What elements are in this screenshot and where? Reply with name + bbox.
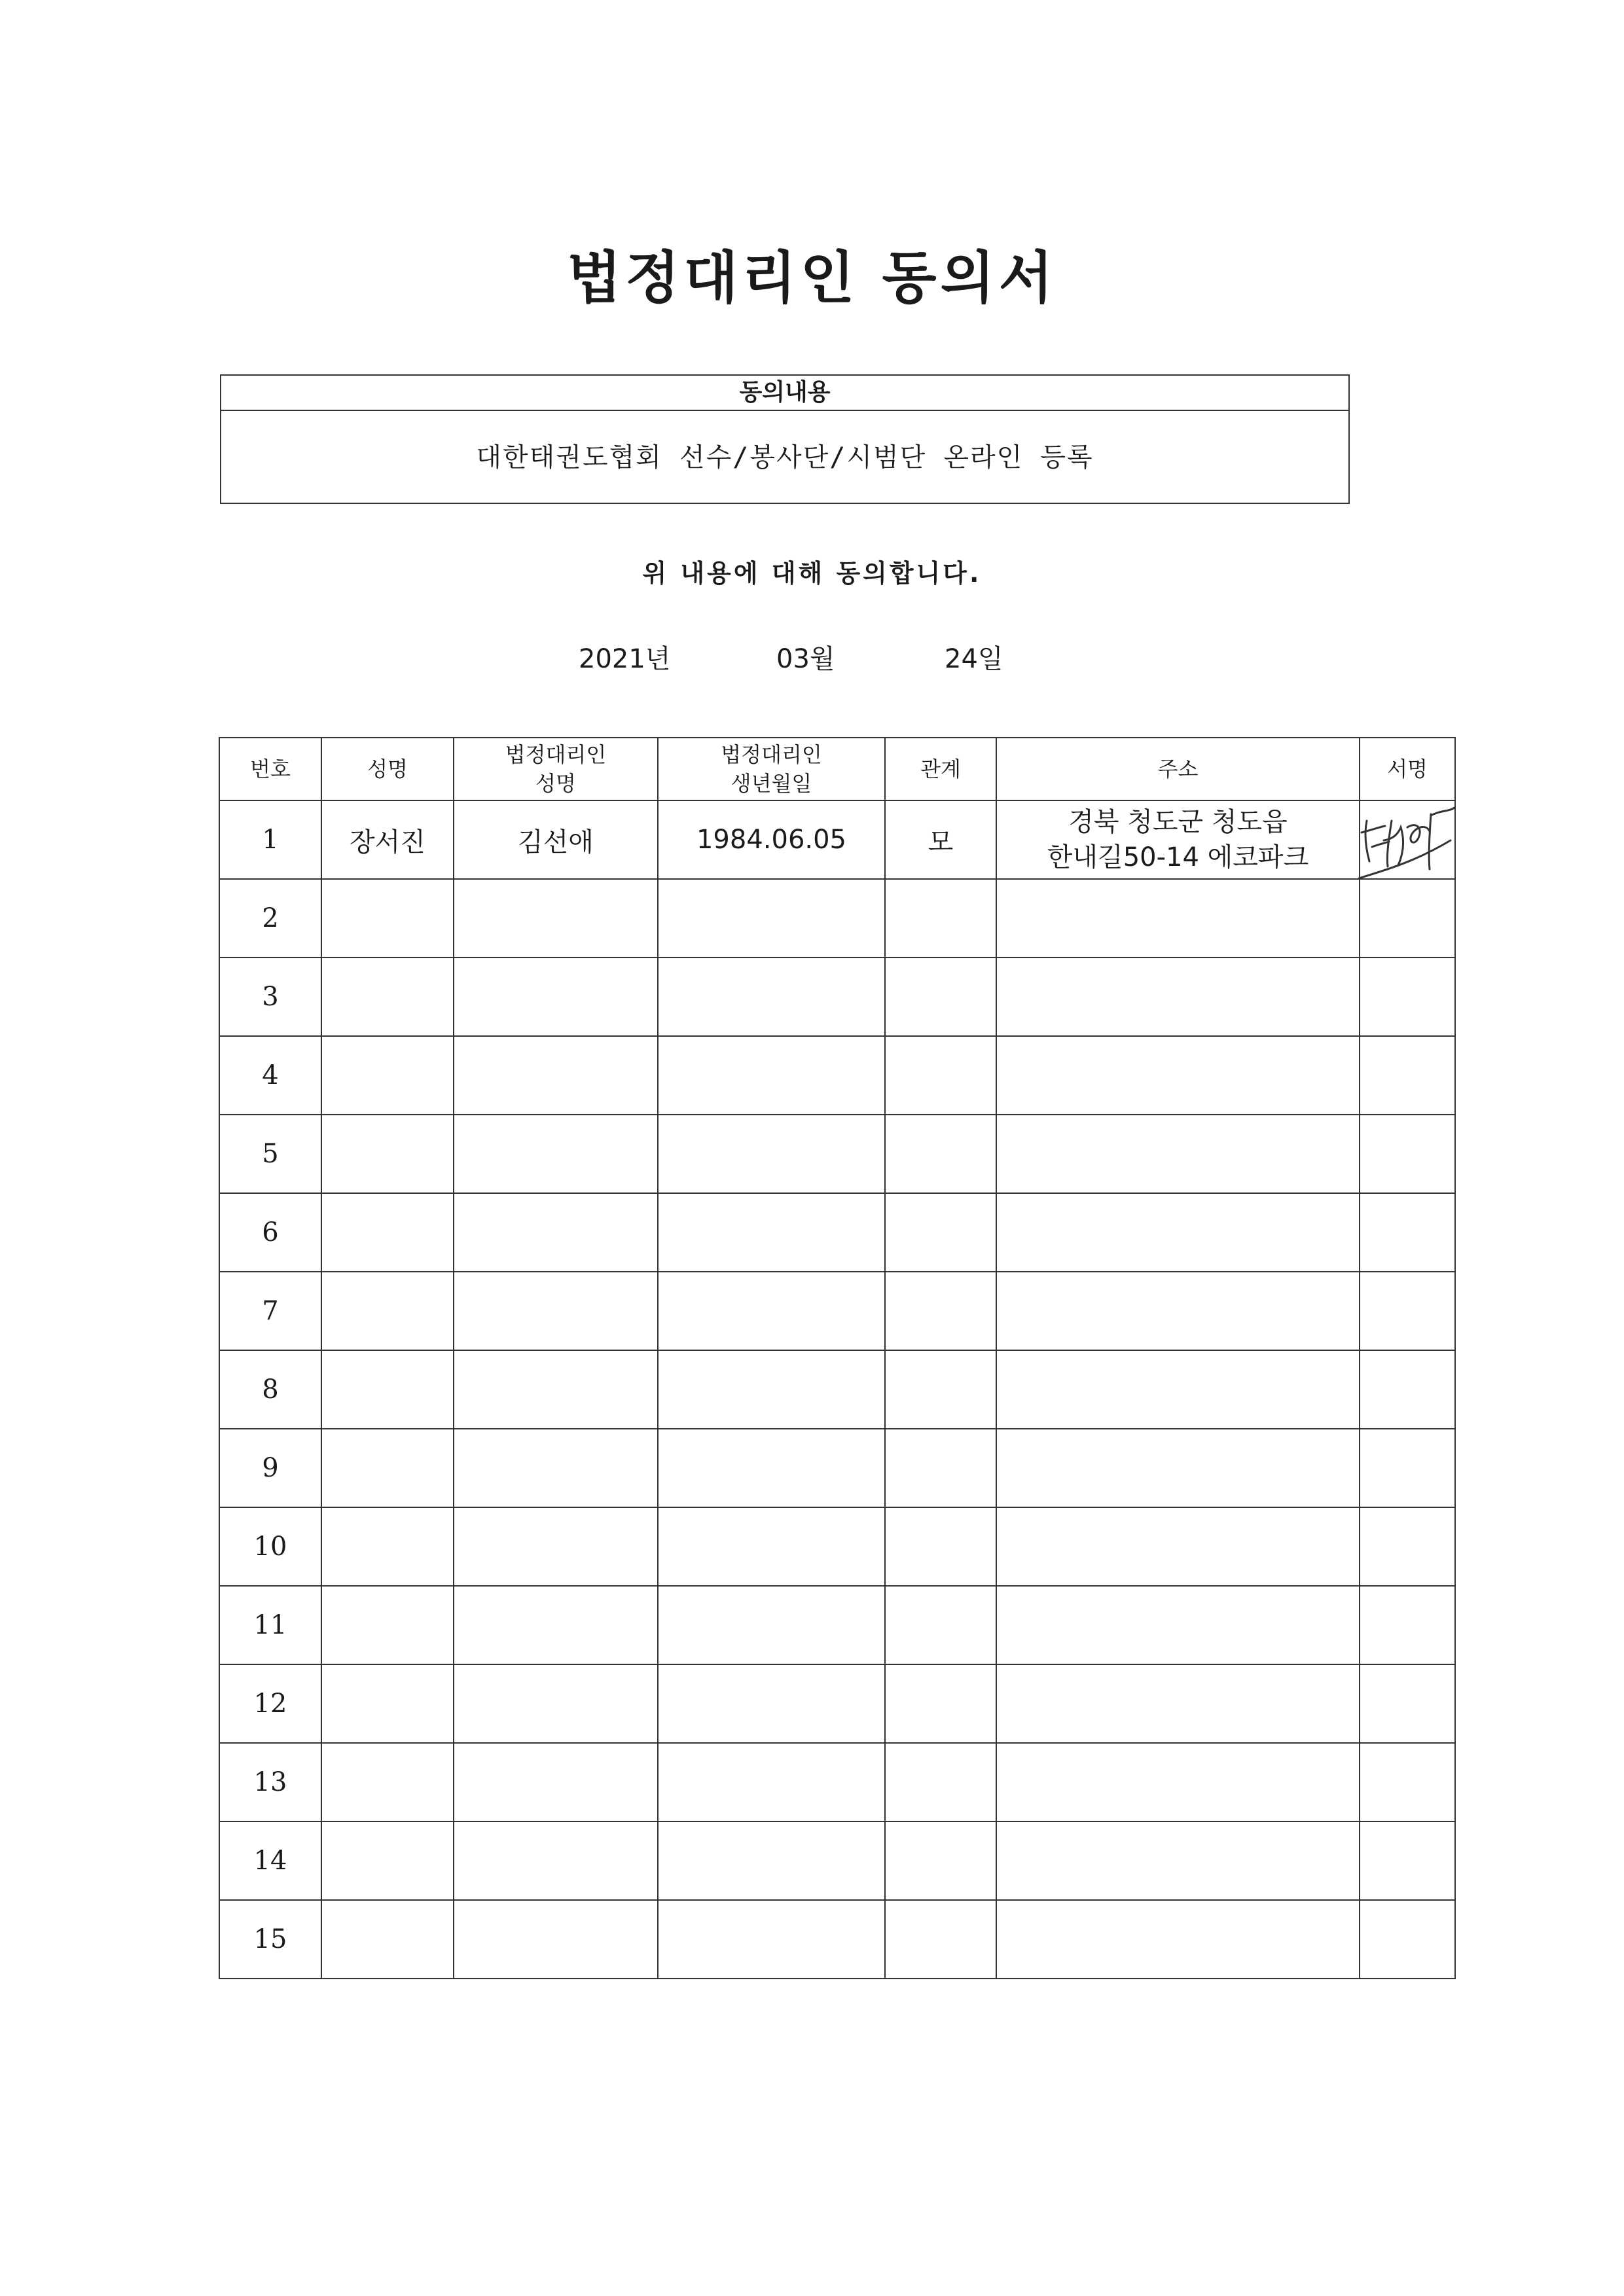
empty-cell xyxy=(658,1821,885,1900)
agreement-statement: 위 내용에 대해 동의합니다. xyxy=(642,559,982,588)
empty-cell xyxy=(454,1115,658,1193)
relation: 모 xyxy=(885,800,996,879)
header-relation: 관계 xyxy=(885,738,996,800)
date-year: 2021년 xyxy=(579,644,671,674)
table-row xyxy=(219,1115,1455,1193)
empty-cell xyxy=(658,1115,885,1193)
empty-cell xyxy=(454,1036,658,1115)
row-number: 7 xyxy=(219,1272,321,1350)
address-line2: 한내길50-14 에코파크 xyxy=(1047,842,1309,872)
empty-cell xyxy=(658,1743,885,1821)
header-guardian-birth-line1: 법정대리인 xyxy=(721,742,822,767)
date-month: 03월 xyxy=(776,644,835,674)
empty-cell xyxy=(1360,1664,1455,1743)
empty-cell xyxy=(1360,1350,1455,1429)
empty-cell xyxy=(658,1507,885,1586)
empty-cell xyxy=(885,1743,996,1821)
empty-cell xyxy=(996,879,1360,958)
empty-cell xyxy=(885,1664,996,1743)
empty-cell xyxy=(996,1821,1360,1900)
empty-cell xyxy=(321,1036,454,1115)
address xyxy=(996,800,1360,879)
empty-cell xyxy=(1360,1507,1455,1586)
empty-cell xyxy=(454,958,658,1036)
row-number: 12 xyxy=(219,1664,321,1743)
header-guardian-birth xyxy=(658,738,885,800)
empty-cell xyxy=(321,958,454,1036)
empty-cell xyxy=(658,879,885,958)
empty-cell xyxy=(885,1115,996,1193)
empty-cell xyxy=(885,1193,996,1272)
guardian-birthdate: 1984.06.05 xyxy=(658,800,885,879)
header-guardian-name-line1: 법정대리인 xyxy=(505,742,607,767)
empty-cell xyxy=(996,1586,1360,1664)
empty-cell xyxy=(885,1900,996,1979)
empty-cell xyxy=(1360,958,1455,1036)
empty-cell xyxy=(321,879,454,958)
empty-cell xyxy=(885,879,996,958)
empty-cell xyxy=(1360,1115,1455,1193)
empty-cell xyxy=(885,1507,996,1586)
empty-cell xyxy=(321,1429,454,1507)
empty-cell xyxy=(454,1586,658,1664)
handwritten-signature xyxy=(1352,801,1457,893)
table-row xyxy=(219,1272,1455,1350)
table-row xyxy=(219,800,1455,879)
empty-cell xyxy=(454,1743,658,1821)
empty-cell xyxy=(321,1900,454,1979)
header-guardian-name-line2: 성명 xyxy=(535,771,576,796)
empty-cell xyxy=(321,1743,454,1821)
empty-cell xyxy=(1360,1429,1455,1507)
empty-cell xyxy=(454,879,658,958)
empty-cell xyxy=(454,1507,658,1586)
header-address: 주소 xyxy=(996,738,1360,800)
empty-cell xyxy=(885,1036,996,1115)
empty-cell xyxy=(996,1743,1360,1821)
table-row xyxy=(219,1586,1455,1664)
empty-cell xyxy=(321,1272,454,1350)
row-number: 10 xyxy=(219,1507,321,1586)
table-row xyxy=(219,1664,1455,1743)
empty-cell xyxy=(996,1900,1360,1979)
empty-cell xyxy=(454,1821,658,1900)
header-guardian-birth-line2: 생년월일 xyxy=(731,771,812,796)
empty-cell xyxy=(321,1586,454,1664)
signature-cell xyxy=(1360,800,1455,879)
empty-cell xyxy=(996,1115,1360,1193)
row-number: 3 xyxy=(219,958,321,1036)
document-title: 법정대리인 동의서 xyxy=(567,245,1057,311)
empty-cell xyxy=(885,1429,996,1507)
table-row xyxy=(219,1507,1455,1586)
empty-cell xyxy=(658,1664,885,1743)
empty-cell xyxy=(996,1193,1360,1272)
header-no: 번호 xyxy=(219,738,321,800)
date-day: 24일 xyxy=(945,644,1003,674)
table-row xyxy=(219,1821,1455,1900)
guardian-name: 김선애 xyxy=(454,800,658,879)
table-row xyxy=(219,1743,1455,1821)
empty-cell xyxy=(1360,1036,1455,1115)
table-row xyxy=(219,1429,1455,1507)
header-name: 성명 xyxy=(321,738,454,800)
empty-cell xyxy=(996,1507,1360,1586)
row-number: 4 xyxy=(219,1036,321,1115)
empty-cell xyxy=(885,1272,996,1350)
table-row xyxy=(219,1036,1455,1115)
empty-cell xyxy=(1360,1900,1455,1979)
empty-cell xyxy=(1360,1743,1455,1821)
row-number: 11 xyxy=(219,1586,321,1664)
consent-box xyxy=(220,374,1350,504)
empty-cell xyxy=(658,1900,885,1979)
row-number: 5 xyxy=(219,1115,321,1193)
empty-cell xyxy=(996,1429,1360,1507)
empty-cell xyxy=(885,958,996,1036)
empty-cell xyxy=(885,1586,996,1664)
empty-cell xyxy=(885,1821,996,1900)
row-number: 15 xyxy=(219,1900,321,1979)
guardian-table xyxy=(219,737,1456,1979)
empty-cell xyxy=(658,1350,885,1429)
empty-cell xyxy=(321,1664,454,1743)
row-number: 9 xyxy=(219,1429,321,1507)
row-number: 1 xyxy=(219,800,321,879)
empty-cell xyxy=(1360,1193,1455,1272)
empty-cell xyxy=(996,958,1360,1036)
empty-cell xyxy=(658,1193,885,1272)
consent-content: 대한태권도협회 선수/봉사단/시범단 온라인 등록 xyxy=(476,442,1094,473)
table-row xyxy=(219,1193,1455,1272)
empty-cell xyxy=(996,1272,1360,1350)
empty-cell xyxy=(996,1350,1360,1429)
empty-cell xyxy=(454,1272,658,1350)
empty-cell xyxy=(658,1036,885,1115)
empty-cell xyxy=(658,958,885,1036)
header-guardian-name xyxy=(454,738,658,800)
empty-cell xyxy=(321,1507,454,1586)
row-number: 14 xyxy=(219,1821,321,1900)
student-name: 장서진 xyxy=(321,800,454,879)
empty-cell xyxy=(321,1193,454,1272)
consent-header: 동의내용 xyxy=(221,376,1348,411)
empty-cell xyxy=(658,1272,885,1350)
empty-cell xyxy=(658,1429,885,1507)
empty-cell xyxy=(454,1193,658,1272)
table-row xyxy=(219,958,1455,1036)
empty-cell xyxy=(454,1900,658,1979)
row-number: 2 xyxy=(219,879,321,958)
empty-cell xyxy=(658,1586,885,1664)
empty-cell xyxy=(1360,1272,1455,1350)
header-signature: 서명 xyxy=(1360,738,1455,800)
row-number: 6 xyxy=(219,1193,321,1272)
table-row xyxy=(219,879,1455,958)
empty-cell xyxy=(1360,1586,1455,1664)
address-line1: 경북 청도군 청도읍 xyxy=(1068,807,1288,837)
empty-cell xyxy=(1360,1821,1455,1900)
table-row xyxy=(219,1350,1455,1429)
table-row xyxy=(219,1900,1455,1979)
empty-cell xyxy=(454,1429,658,1507)
table-header-row xyxy=(219,738,1455,800)
empty-cell xyxy=(996,1036,1360,1115)
empty-cell xyxy=(885,1350,996,1429)
empty-cell xyxy=(996,1664,1360,1743)
empty-cell xyxy=(454,1350,658,1429)
empty-cell xyxy=(321,1821,454,1900)
empty-cell xyxy=(321,1115,454,1193)
empty-cell xyxy=(321,1350,454,1429)
row-number: 8 xyxy=(219,1350,321,1429)
row-number: 13 xyxy=(219,1743,321,1821)
empty-cell xyxy=(454,1664,658,1743)
